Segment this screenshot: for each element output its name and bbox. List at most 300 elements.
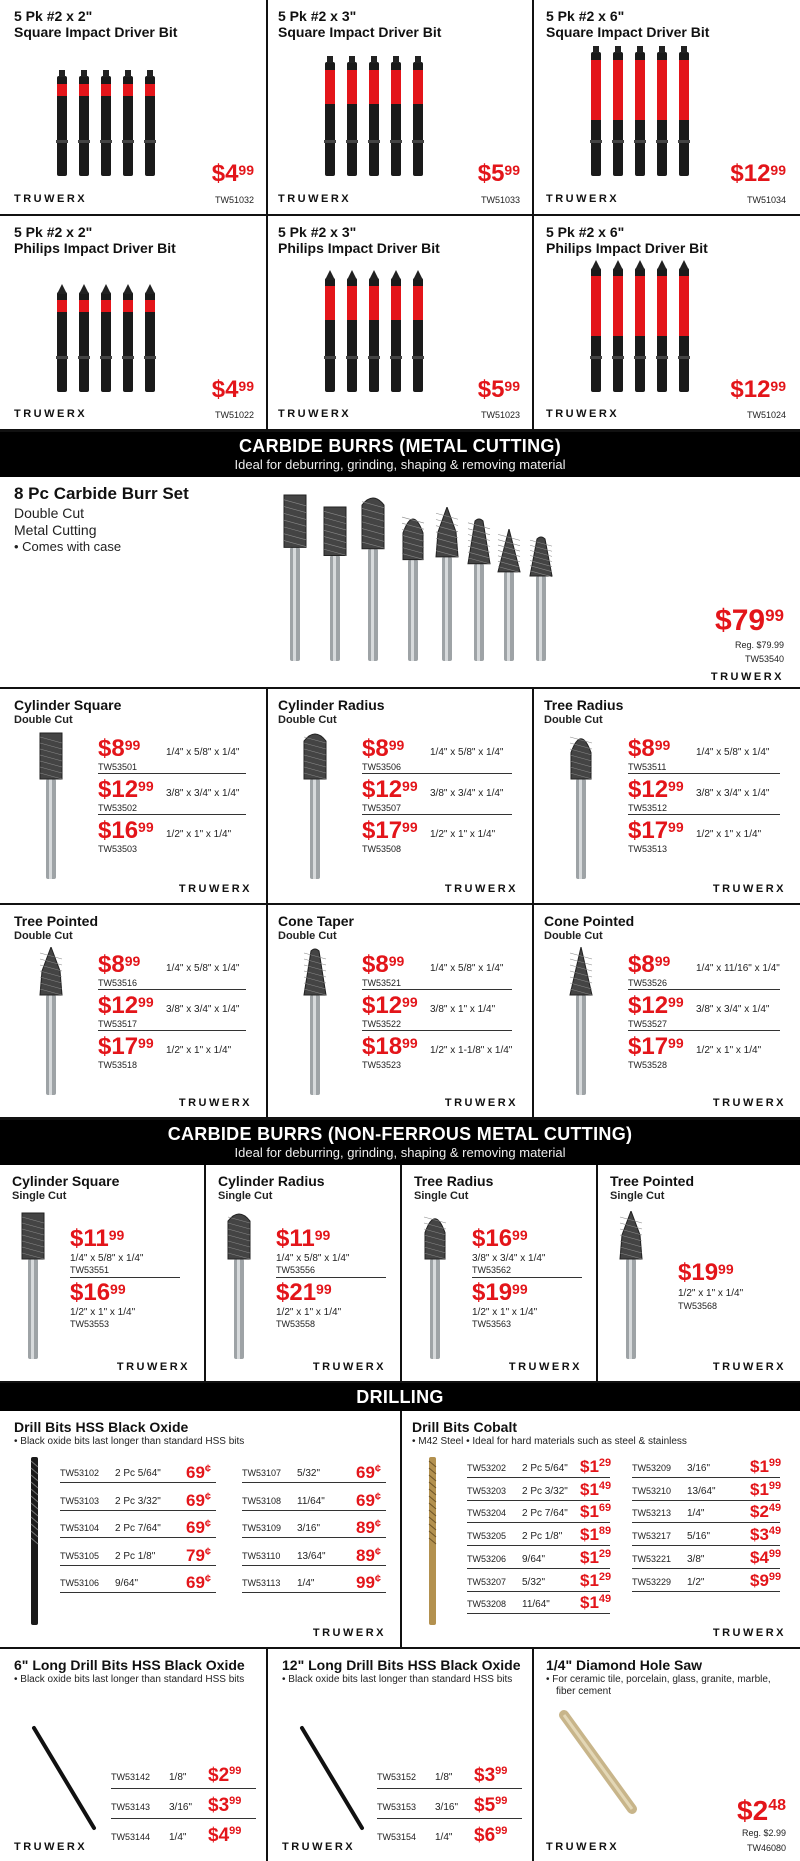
drill-price: [356, 1574, 381, 1591]
burr-image: [278, 493, 312, 663]
drill-sku: TW53109: [242, 1523, 282, 1533]
price-cents: 99: [770, 378, 786, 394]
size-spec: 3/8" x 3/4" x 1/4": [166, 1004, 240, 1015]
size-spec: 1/2" x 1" x 1/4": [472, 1307, 538, 1318]
price-dollars: $12: [730, 160, 771, 187]
drill-size: 3/16": [687, 1463, 711, 1474]
price-tag: [70, 1281, 126, 1305]
price-cents: 69: [598, 1502, 612, 1515]
sku-number: TW53521: [362, 978, 402, 988]
drill-size: 3/16": [435, 1802, 459, 1813]
price-tag: [730, 162, 786, 186]
row-divider: [362, 1030, 512, 1031]
price-cents: 99: [504, 162, 520, 178]
row-divider: [632, 1522, 780, 1523]
price-unit: ¢: [204, 1518, 212, 1530]
sku-number: TW53568: [678, 1301, 718, 1311]
cut-type: Single Cut: [414, 1190, 469, 1202]
price-cents: 89: [598, 1525, 612, 1538]
price-cents: 99: [654, 953, 671, 969]
price-cents: 99: [768, 1479, 782, 1492]
burr-image: [492, 529, 526, 663]
price-dollars: $12: [628, 992, 669, 1019]
price-tag: [478, 162, 520, 186]
burr-image: [34, 947, 68, 1097]
cut-type: Double Cut: [278, 930, 337, 942]
price-tag: [212, 162, 254, 186]
burr-card: [534, 905, 800, 1117]
product-bullet: fiber cement: [556, 1686, 612, 1697]
price-cents: 99: [768, 1457, 782, 1469]
product-title-line1: 5 Pk #2 x 3": [278, 8, 357, 24]
nonferrous-burr-card: [206, 1165, 400, 1381]
drill-price: [186, 1519, 211, 1536]
hole-saw-image: [554, 1709, 644, 1819]
row-divider: [467, 1522, 610, 1523]
sku-number: TW53562: [472, 1265, 512, 1275]
sku-number: TW53501: [98, 762, 138, 772]
price-dollars: $17: [362, 817, 403, 844]
size-spec: 1/2" x 1-1/8" x 1/4": [430, 1045, 513, 1056]
truwerx-logo: TRUWERX: [712, 1361, 786, 1373]
price-dollars: $8: [628, 951, 655, 978]
price-value: 69: [356, 1463, 375, 1482]
impact-bit-card: [268, 0, 532, 214]
product-bullet: • Comes with case: [14, 539, 122, 554]
price-cents: 99: [654, 737, 671, 753]
price-tag: [628, 1035, 684, 1059]
price-dollars: $12: [98, 992, 139, 1019]
row-divider: [362, 773, 512, 774]
sku-number: TW53528: [628, 1060, 668, 1070]
sku-number: TW53507: [362, 803, 402, 813]
drill-size: 1/4": [169, 1832, 187, 1843]
product-bullet: • Black oxide bits last longer than standard HSS bits: [14, 1436, 245, 1447]
price-cents: 99: [768, 1570, 782, 1583]
drill-size: 5/32": [297, 1468, 321, 1479]
price-dollars: $11: [276, 1225, 315, 1252]
price-cents: 49: [598, 1593, 612, 1606]
sku-number: TW53518: [98, 1060, 138, 1070]
product-title-line2: Square Impact Driver Bit: [278, 24, 442, 40]
sku-number: TW51024: [746, 410, 786, 420]
drill-price: [186, 1492, 211, 1509]
price-dollars: $16: [98, 817, 139, 844]
drill-sku: TW53103: [60, 1495, 100, 1506]
product-title: Drill Bits HSS Black Oxide: [14, 1419, 189, 1435]
row-divider: [98, 1030, 246, 1031]
price-tag: [98, 1035, 154, 1059]
price-dollars: $11: [70, 1225, 109, 1252]
row-divider: [60, 1592, 216, 1593]
truwerx-logo: TRUWERX: [282, 1841, 356, 1853]
price-tag: [715, 606, 784, 636]
drill-price: [750, 1458, 781, 1475]
price-tag: [472, 1227, 528, 1251]
drill-size: 2 Pc 3/32": [522, 1485, 568, 1497]
price-unit: ¢: [204, 1573, 212, 1585]
price-tag: [70, 1227, 124, 1251]
product-title: Cylinder Square: [14, 697, 122, 713]
burr-image: [298, 731, 332, 881]
price-cents: 99: [110, 1281, 126, 1297]
row-divider: [377, 1788, 522, 1789]
product-title: 1/4" Diamond Hole Saw: [546, 1657, 703, 1673]
size-spec: 1/2" x 1" x 1/4": [696, 1045, 762, 1056]
price-cents: 99: [316, 1281, 332, 1297]
burr-image: [564, 947, 598, 1097]
drill-size: 1/8": [435, 1772, 453, 1783]
drill-size: 1/4": [297, 1578, 315, 1589]
banner-title: CARBIDE BURRS (NON-FERROUS METAL CUTTING): [167, 1124, 633, 1144]
sku-number: TW53516: [98, 978, 138, 988]
drill-size: 5/16": [687, 1531, 711, 1543]
drill-sku: TW53207: [467, 1576, 507, 1587]
price-dollars: $1: [580, 1570, 599, 1590]
drill-sku: TW53213: [632, 1508, 672, 1519]
price-cents: 99: [238, 378, 254, 394]
impact-bit-card: [0, 0, 266, 214]
sku-number: TW51034: [746, 195, 786, 205]
drill-size: 11/64": [522, 1599, 550, 1611]
product-title-line2: Philips Impact Driver Bit: [278, 240, 440, 256]
price-dollars: $1: [580, 1525, 599, 1545]
truwerx-logo: TRUWERX: [712, 883, 786, 895]
drill-price: [580, 1481, 611, 1498]
sku-number: TW53563: [472, 1319, 512, 1329]
drill-price: [750, 1572, 781, 1589]
burr-image: [430, 507, 464, 663]
size-spec: 3/8" x 1" x 1/4": [430, 1004, 496, 1015]
price-unit: ¢: [374, 1490, 382, 1503]
product-title-line1: 5 Pk #2 x 2": [14, 224, 93, 240]
product-title: Drill Bits Cobalt: [412, 1419, 518, 1435]
price-cents: 99: [124, 737, 141, 753]
sku-number: TW53551: [70, 1265, 110, 1275]
price-cents: 99: [495, 1795, 508, 1807]
drill-price: [474, 1766, 507, 1785]
price-dollars: $5: [474, 1795, 496, 1816]
size-spec: 3/8" x 3/4" x 1/4": [430, 788, 504, 799]
drill-size: 13/64": [687, 1485, 716, 1497]
product-bullet: • Black oxide bits last longer than standard HSS bits: [14, 1674, 245, 1685]
sku-number: TW53523: [362, 1060, 402, 1070]
burr-image: [298, 947, 332, 1097]
price-cents: 99: [314, 1227, 331, 1243]
price-cents: 99: [138, 1035, 154, 1051]
price-cents: 49: [598, 1479, 612, 1492]
row-divider: [70, 1277, 180, 1278]
price-dollars: $5: [477, 376, 505, 403]
drill-price: [750, 1549, 781, 1566]
product-title-line1: 5 Pk #2 x 6": [546, 224, 625, 240]
driver-bits-image: [50, 40, 160, 180]
price-value: 69: [186, 1518, 205, 1537]
size-spec: 1/2" x 1" x 1/4": [678, 1288, 744, 1299]
product-bullet: • Black oxide bits last longer than standard HSS bits: [282, 1674, 513, 1685]
drill-sku: TW53221: [632, 1553, 672, 1564]
drill-sku: TW53152: [377, 1772, 417, 1782]
row-divider: [467, 1591, 610, 1592]
drill-size: 2 Pc 7/64": [115, 1523, 161, 1534]
price-value: 89: [356, 1545, 375, 1565]
price-dollars: $1: [580, 1547, 599, 1567]
price-cents: 99: [770, 162, 786, 178]
size-spec: 3/8" x 3/4" x 1/4": [472, 1253, 546, 1264]
price-value: 69: [186, 1490, 205, 1510]
price-dollars: $6: [474, 1825, 496, 1846]
truwerx-logo: TRUWERX: [14, 193, 88, 205]
price-cents: 99: [388, 737, 405, 753]
product-title: Cylinder Radius: [218, 1173, 325, 1189]
truwerx-logo: TRUWERX: [712, 1097, 786, 1109]
sku-number: TW51032: [214, 195, 254, 205]
price-dollars: $2: [208, 1765, 230, 1786]
cobalt-card: [402, 1411, 800, 1647]
row-divider: [98, 989, 246, 990]
price-dollars: $21: [276, 1279, 317, 1306]
banner-drilling: [0, 1383, 800, 1411]
drill-sku: TW53105: [60, 1550, 100, 1561]
product-title: Cone Taper: [278, 913, 354, 929]
price-tag: [737, 1797, 786, 1825]
size-spec: 1/2" x 1" x 1/4": [70, 1307, 136, 1318]
row-divider: [111, 1788, 256, 1789]
burr-image: [16, 1211, 50, 1361]
truwerx-logo: TRUWERX: [508, 1361, 582, 1373]
price-cents: 99: [402, 778, 418, 794]
burr-image: [524, 535, 558, 663]
drill-price: [186, 1574, 211, 1591]
price-cents: 99: [229, 1765, 242, 1777]
price-tag: [98, 737, 140, 761]
size-spec: 1/4" x 5/8" x 1/4": [276, 1253, 350, 1264]
price-cents: 99: [512, 1281, 528, 1297]
size-spec: 1/2" x 1" x 1/4": [166, 829, 232, 840]
burr-image: [462, 517, 496, 663]
drill-price: [208, 1766, 241, 1785]
truwerx-logo: TRUWERX: [178, 1097, 252, 1109]
row-divider: [242, 1482, 386, 1483]
size-spec: 1/2" x 1" x 1/4": [276, 1307, 342, 1318]
drill-bit-image: [24, 1457, 44, 1627]
row-divider: [467, 1613, 610, 1614]
drill-size: 2 Pc 5/64": [522, 1463, 568, 1474]
price-tag: [362, 819, 418, 843]
drill-size: 11/64": [297, 1495, 325, 1507]
truwerx-logo: TRUWERX: [444, 1097, 518, 1109]
price-cents: 99: [668, 819, 684, 835]
row-divider: [632, 1568, 780, 1569]
drill-size: 1/8": [169, 1772, 187, 1783]
price-value: 69: [356, 1490, 375, 1510]
drill-sku: TW53154: [377, 1832, 417, 1842]
drill-size: 2 Pc 5/64": [115, 1468, 161, 1479]
regular-price: Reg. $2.99: [741, 1828, 786, 1838]
price-cents: 99: [495, 1765, 508, 1777]
long-drill-image: [298, 1724, 368, 1834]
burr-image: [356, 495, 390, 663]
truwerx-logo: TRUWERX: [444, 883, 518, 895]
row-divider: [98, 773, 246, 774]
price-dollars: $8: [98, 735, 125, 762]
cut-type: Single Cut: [12, 1190, 67, 1202]
price-dollars: $17: [98, 1033, 139, 1060]
cut-type: Double Cut: [14, 714, 73, 726]
drill-size: 9/64": [522, 1553, 546, 1565]
price-cents: 29: [598, 1547, 612, 1560]
price-dollars: $18: [362, 1033, 403, 1060]
price-dollars: $8: [362, 735, 389, 762]
drill-bit-image: [422, 1457, 442, 1627]
size-spec: 1/2" x 1" x 1/4": [430, 829, 496, 840]
burr-image: [34, 731, 68, 881]
product-bullet: • For ceramic tile, porcelain, glass, granite, marble,: [546, 1674, 771, 1685]
sku-number: TW53526: [628, 978, 668, 988]
drill-size: 3/16": [169, 1802, 193, 1813]
drill-sku: TW53104: [60, 1523, 100, 1533]
row-divider: [467, 1477, 610, 1478]
drill-size: 1/4": [687, 1508, 705, 1520]
sku-number: TW51023: [480, 410, 520, 420]
price-cents: 99: [229, 1795, 242, 1807]
drill-price: [356, 1464, 381, 1481]
burr-card: [0, 689, 266, 903]
regular-price: Reg. $79.99: [734, 640, 784, 650]
price-dollars: $79: [715, 604, 766, 637]
drill-price: [474, 1826, 507, 1845]
price-tag: [628, 778, 684, 802]
driver-bits-image: [50, 256, 160, 396]
price-value: 69: [186, 1463, 205, 1482]
price-tag: [362, 778, 418, 802]
sku-number: TW53506: [362, 762, 402, 772]
price-cents: 29: [598, 1457, 612, 1469]
row-divider: [467, 1568, 610, 1569]
price-dollars: $12: [730, 376, 771, 403]
row-divider: [60, 1510, 216, 1511]
drill-size: 2 Pc 3/32": [115, 1495, 161, 1507]
price-dollars: $1: [750, 1457, 769, 1476]
price-tag: [628, 819, 684, 843]
price-cents: 99: [402, 819, 418, 835]
price-dollars: $19: [472, 1279, 513, 1306]
burr-card: [268, 689, 532, 903]
row-divider: [60, 1565, 216, 1566]
truwerx-logo: TRUWERX: [278, 193, 352, 205]
truwerx-logo: TRUWERX: [712, 1627, 786, 1639]
price-dollars: $17: [628, 1033, 669, 1060]
size-spec: 1/4" x 11/16" x 1/4": [696, 963, 780, 974]
drill-price: [580, 1526, 611, 1543]
price-cents: 99: [108, 1227, 125, 1243]
drill-sku: TW53229: [632, 1576, 672, 1587]
sku-number: TW53511: [628, 762, 667, 772]
truwerx-logo: TRUWERX: [278, 408, 352, 420]
price-cents: 99: [512, 1227, 528, 1243]
price-tag: [472, 1281, 528, 1305]
price-cents: 99: [138, 819, 154, 835]
drill-sku: TW53110: [242, 1550, 281, 1561]
size-spec: 1/4" x 5/8" x 1/4": [70, 1253, 144, 1264]
price-dollars: $4: [211, 376, 239, 403]
row-divider: [60, 1482, 216, 1483]
banner-subtitle: Ideal for deburring, grinding, shaping & removing material: [234, 1145, 566, 1160]
sku-number: TW53512: [628, 803, 668, 813]
drill-sku: TW53208: [467, 1599, 507, 1610]
price-dollars: $4: [211, 160, 239, 187]
product-title: 6" Long Drill Bits HSS Black Oxide: [14, 1657, 245, 1673]
burr-image: [222, 1211, 256, 1361]
price-dollars: $1: [580, 1593, 599, 1613]
price-cents: 49: [768, 1502, 782, 1515]
drill-price: [356, 1492, 381, 1509]
drill-price: [750, 1503, 781, 1520]
burr-image: [564, 731, 598, 881]
price-cents: 99: [668, 994, 684, 1010]
sku-number: TW53513: [628, 844, 668, 854]
price-dollars: $12: [98, 776, 139, 803]
row-divider: [472, 1277, 582, 1278]
price-cents: 99: [138, 778, 154, 794]
nonferrous-burr-card: [0, 1165, 204, 1381]
banner-title: CARBIDE BURRS (METAL CUTTING): [238, 436, 561, 456]
banner-metal-cutting: [0, 432, 800, 477]
product-line2: Metal Cutting: [14, 522, 97, 538]
truwerx-logo: TRUWERX: [312, 1361, 386, 1373]
price-dollars: $5: [477, 160, 505, 187]
impact-bit-card: [268, 216, 532, 429]
burr-card: [0, 905, 266, 1117]
product-title: Tree Pointed: [610, 1173, 695, 1189]
cut-type: Double Cut: [278, 714, 337, 726]
long-drill-6in-card: [0, 1649, 266, 1861]
hole-saw-card: [534, 1649, 800, 1861]
row-divider: [362, 989, 512, 990]
row-divider: [628, 1030, 780, 1031]
product-title-line2: Philips Impact Driver Bit: [546, 240, 708, 256]
drill-size: 1/4": [435, 1832, 453, 1843]
price-value: 79: [186, 1545, 205, 1565]
drill-price: [580, 1458, 611, 1475]
drill-price: [580, 1572, 611, 1589]
drill-price: [186, 1464, 211, 1481]
burr-image: [396, 511, 430, 663]
cut-type: Single Cut: [218, 1190, 273, 1202]
drill-size: 2 Pc 1/8": [522, 1531, 563, 1543]
drill-price: [186, 1547, 211, 1564]
cut-type: Single Cut: [610, 1190, 665, 1202]
drill-size: 2 Pc 7/64": [522, 1508, 568, 1520]
row-divider: [98, 814, 246, 815]
drill-sku: TW53217: [632, 1531, 672, 1542]
price-tag: [362, 994, 418, 1018]
drill-sku: TW53205: [467, 1531, 507, 1542]
product-title-line2: Square Impact Driver Bit: [546, 24, 710, 40]
size-spec: 1/4" x 5/8" x 1/4": [696, 747, 770, 758]
sku-number: TW53558: [276, 1319, 316, 1329]
price-dollars: $16: [70, 1279, 111, 1306]
price-dollars: $12: [362, 776, 403, 803]
price-dollars: $4: [750, 1547, 769, 1567]
sku-number: TW46080: [746, 1843, 786, 1853]
product-title: 12" Long Drill Bits HSS Black Oxide: [282, 1657, 521, 1673]
price-tag: [276, 1227, 330, 1251]
price-dollars: $12: [362, 992, 403, 1019]
price-cents: 48: [768, 1797, 786, 1814]
price-dollars: $2: [737, 1795, 769, 1826]
impact-bit-card: [534, 216, 800, 429]
